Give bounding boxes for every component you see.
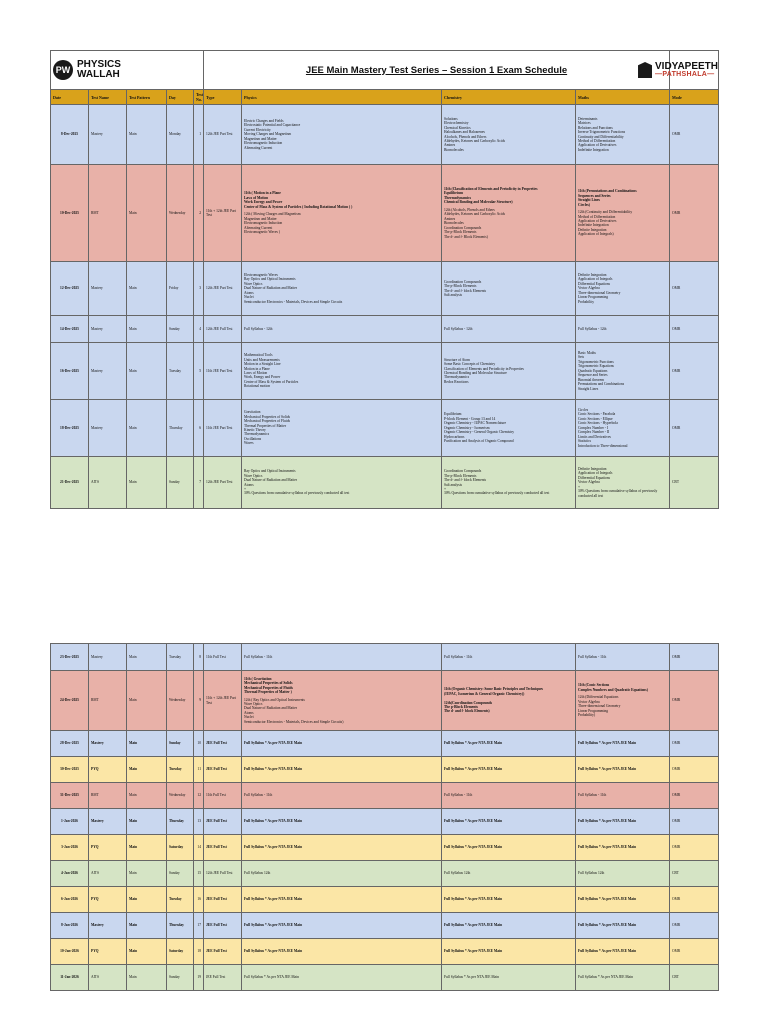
type-cell: JEE Full Test xyxy=(204,731,242,757)
schedule-table-1 xyxy=(50,50,719,509)
pattern-cell: Main xyxy=(127,644,167,671)
maths-cell: Full Syllabus * As per NTA JEE Main xyxy=(576,835,670,861)
day-cell: Tuesday xyxy=(167,644,194,671)
day-cell: Saturday xyxy=(167,939,194,965)
table-row xyxy=(51,165,719,262)
physics-cell: Full Syllabus * As per NTA JEE Main xyxy=(242,939,442,965)
maths-cell: Determinants Matrices Relations and Functions Inverse Trigonometric Functions Continuity and Differentiability Method of Differentiation Application of Derivatives Indefinite Integration xyxy=(576,105,670,165)
day-cell: Tuesday xyxy=(167,343,194,400)
test-name-cell: RMT xyxy=(89,165,127,262)
test-name-cell: AITS xyxy=(89,457,127,509)
pattern-cell: Main xyxy=(127,835,167,861)
table-row xyxy=(51,731,719,757)
table-row xyxy=(51,457,719,509)
date-cell: 16-Dec-2025 xyxy=(51,343,89,400)
mode-cell: OMR xyxy=(670,783,719,809)
test-name-cell: PYQ xyxy=(89,939,127,965)
test-name-cell: Mastery xyxy=(89,343,127,400)
header-row xyxy=(51,51,719,90)
day-cell: Tuesday xyxy=(167,887,194,913)
date-cell: 24-Dec-2025 xyxy=(51,671,89,731)
physics-cell-bold: 11th ( Motion in a Plane Laws of Motion Work Energy and Power Center of Mass & System of Particles ( Including Rotational Motion ) ) xyxy=(244,191,353,209)
date-cell: 10-Dec-2025 xyxy=(51,165,89,262)
date-cell: 14-Dec-2025 xyxy=(51,316,89,343)
chemistry-cell xyxy=(442,165,576,262)
test-name-cell: Mastery xyxy=(89,731,127,757)
day-cell: Sunday xyxy=(167,731,194,757)
mode-cell: OMR xyxy=(670,262,719,316)
day-cell: Tuesday xyxy=(167,757,194,783)
test-no-cell: 13 xyxy=(194,809,204,835)
type-cell: 11th Full Test xyxy=(204,783,242,809)
test-no-cell: 15 xyxy=(194,861,204,887)
date-cell: 11-Jan-2026 xyxy=(51,965,89,991)
table-row xyxy=(51,783,719,809)
type-cell: 12th JEE Full Test xyxy=(204,861,242,887)
column-header: Test Name xyxy=(89,90,127,105)
maths-cell-bold: 11th (Conic Sections Complex Numbers and Quadratic Equations) xyxy=(578,683,648,692)
test-name-cell: Mastery xyxy=(89,809,127,835)
chemistry-cell-text: 12th (Alcohols, Phenols and Ethers Aldehydes, Ketones and Carboxylic Acids Amines Biomolecules Coordination Compounds The p-Block Elements The d- and f- Block Elements) xyxy=(444,207,505,239)
pattern-cell: Main xyxy=(127,757,167,783)
physics-cell: Ray Optics and Optical Instruments Wave Optics Dual Nature of Radiation and Matter Atoms + 30% Questions from cumulative syllabus of previously conducted all test xyxy=(242,457,442,509)
mode-cell: OMR xyxy=(670,165,719,262)
chemistry-cell: Full Syllabus * As per NTA JEE Main xyxy=(442,939,576,965)
table-row xyxy=(51,400,719,457)
test-name-cell: Mastery xyxy=(89,316,127,343)
logo-line-1: PHYSICS xyxy=(77,59,121,70)
mode-cell: OMR xyxy=(670,809,719,835)
physics-cell: Full Syllabus * As per NTA JEE Main xyxy=(242,887,442,913)
test-name-cell: Mastery xyxy=(89,913,127,939)
page-title: JEE Main Mastery Test Series – Session 1 Exam Schedule xyxy=(204,51,670,90)
chemistry-cell: Full Syllabus * As per NTA JEE Main xyxy=(442,757,576,783)
mode-cell: CBT xyxy=(670,861,719,887)
maths-cell: Full Syllabus * As per NTA JEE Main xyxy=(576,939,670,965)
test-name-cell: PYQ xyxy=(89,757,127,783)
pattern-cell: Main xyxy=(127,809,167,835)
test-name-cell: Mastery xyxy=(89,400,127,457)
test-no-cell: 2 xyxy=(194,165,204,262)
physics-cell-bold: 11th ( Gravitation Mechanical Properties of Solids Mechanical Properties of Fluids Thermal Properties of Matter ) xyxy=(244,676,293,695)
type-cell: 11th Full Test xyxy=(204,644,242,671)
physics-cell xyxy=(242,165,442,262)
column-header: Date xyxy=(51,90,89,105)
table-row xyxy=(51,913,719,939)
mode-cell: OMR xyxy=(670,731,719,757)
test-name-cell: AITS xyxy=(89,965,127,991)
type-cell: JEE Full Test xyxy=(204,965,242,991)
maths-cell: Full Syllabus 12th xyxy=(576,861,670,887)
type-cell: 12th JEE Full Test xyxy=(204,316,242,343)
pattern-cell: Main xyxy=(127,343,167,400)
physics-cell: Mathematical Tools Units and Measurements Motion in a Straight Line Motion in a Plane Laws of Motion Work, Energy and Power Centre of Mass & System of Particles Rotational motion xyxy=(242,343,442,400)
column-header: Type xyxy=(204,90,242,105)
pattern-cell: Main xyxy=(127,783,167,809)
maths-cell: Full Syllabus * As per NTA JEE Main xyxy=(576,913,670,939)
mode-cell: OMR xyxy=(670,105,719,165)
test-name-cell: Mastery xyxy=(89,262,127,316)
pattern-cell: Main xyxy=(127,457,167,509)
physics-cell: Full Syllabus * As per NTA JEE Main xyxy=(242,757,442,783)
column-header: Mode xyxy=(670,90,719,105)
test-name-cell: PYQ xyxy=(89,835,127,861)
type-cell: 12th JEE Part Test xyxy=(204,262,242,316)
test-no-cell: 1 xyxy=(194,105,204,165)
physics-cell: Electromagnetic Waves Ray Optics and Optical Instruments Wave Optics Dual Nature of Radiation and Matter Atoms Nuclei Semiconductor Electronics - Materials, Devices and Simple Circuits xyxy=(242,262,442,316)
physics-cell: Full Syllabus * As per NTA JEE Main xyxy=(242,809,442,835)
day-cell: Thursday xyxy=(167,809,194,835)
column-header: Maths xyxy=(576,90,670,105)
test-name-cell: PYQ xyxy=(89,887,127,913)
logo-line-2: WALLAH xyxy=(77,69,120,80)
schedule-page-2 xyxy=(50,643,718,991)
date-cell: 12-Dec-2025 xyxy=(51,262,89,316)
pattern-cell: Main xyxy=(127,913,167,939)
test-no-cell: 17 xyxy=(194,913,204,939)
test-no-cell: 5 xyxy=(194,343,204,400)
mode-cell: OMR xyxy=(670,757,719,783)
test-name-cell: RMT xyxy=(89,671,127,731)
type-cell: JEE Full Test xyxy=(204,757,242,783)
date-cell: 8-Jan-2026 xyxy=(51,913,89,939)
mode-cell: OMR xyxy=(670,644,719,671)
table-row xyxy=(51,644,719,671)
mode-cell: OMR xyxy=(670,835,719,861)
physics-cell xyxy=(242,671,442,731)
schedule-page-1 xyxy=(50,50,718,509)
chemistry-cell: Structure of Atom Some Basic Concepts of Chemistry Classification of Elements and Periodicity in Properties Chemical Bonding and Molecular Structure Thermodynamics Redox Reactions xyxy=(442,343,576,400)
physics-cell-text: 12th ( Moving Charges and Magnetism Magnetism and Matter Electromagnetic Induction Alternating Current Electromagnetic Waves ) xyxy=(244,212,301,235)
test-no-cell: 11 xyxy=(194,757,204,783)
physics-cell: Full Syllabus * As per NTA JEE Main xyxy=(242,731,442,757)
table-row xyxy=(51,671,719,731)
chemistry-cell: Full Syllabus - 12th xyxy=(442,316,576,343)
maths-cell-text: 12th (Continuity and Differentiability Method of Differentiation Application of Derivatives Indefinite Integration Definite Integration Application of Integrals) xyxy=(578,210,633,237)
maths-cell: Definite Integration Application of Integrals Differential Equations Vector Algebra Three-dimensional Geometry Linear Programming Probability xyxy=(576,262,670,316)
test-no-cell: 4 xyxy=(194,316,204,343)
table-row xyxy=(51,887,719,913)
maths-cell-bold: 11th (Permutations and Combinations Sequences and Series Straight Lines Circles) xyxy=(578,189,637,207)
maths-cell: Circles Conic Sections - Parabola Conic Sections - Ellipse Conic Sections - Hyperbola Complex Number - I Complex Number - II Limits and Derivatives Statistics Introduction to Three-dimensional xyxy=(576,400,670,457)
chemistry-cell: Full Syllabus * As per NTA JEE Main xyxy=(442,887,576,913)
day-cell: Wednesday xyxy=(167,165,194,262)
table-row xyxy=(51,835,719,861)
pattern-cell: Main xyxy=(127,671,167,731)
type-cell: JEE Full Test xyxy=(204,939,242,965)
test-no-cell: 3 xyxy=(194,262,204,316)
vidyapeeth-logo xyxy=(638,62,718,78)
vidyapeeth-emblem-icon xyxy=(638,62,652,78)
test-no-cell: 9 xyxy=(194,671,204,731)
date-cell: 4-Jan-2026 xyxy=(51,861,89,887)
date-cell: 6-Jan-2026 xyxy=(51,887,89,913)
physics-cell: Full Syllabus - 12th xyxy=(242,316,442,343)
table-row xyxy=(51,965,719,991)
date-cell: 28-Dec-2025 xyxy=(51,731,89,757)
chemistry-cell: Full Syllabus * As per NTA JEE Main xyxy=(442,913,576,939)
test-name-cell: Mastery xyxy=(89,105,127,165)
day-cell: Sunday xyxy=(167,457,194,509)
maths-cell: Full Syllabus - 11th xyxy=(576,783,670,809)
column-header: Test Pattern xyxy=(127,90,167,105)
maths-cell: Full Syllabus * As per NTA JEE Main xyxy=(576,731,670,757)
date-cell: 1-Jan-2026 xyxy=(51,809,89,835)
test-no-cell: 8 xyxy=(194,644,204,671)
type-cell: 12th JEE Part Test xyxy=(204,105,242,165)
test-no-cell: 18 xyxy=(194,939,204,965)
maths-cell: Basic Maths Sets Trigonometric Functions Trigonometric Equations Quadratic Equations Sequence and Series Binomial theorem Permutations and Combinations Straight Lines xyxy=(576,343,670,400)
chemistry-cell: Full Syllabus * As per NTA JEE Main xyxy=(442,809,576,835)
mode-cell: OMR xyxy=(670,939,719,965)
chemistry-cell: Coordination Compounds The p-Block Elements The d- and f- block Elements Salt analysis + 30% Questions from cumulative syllabus of previously conducted all test xyxy=(442,457,576,509)
test-no-cell: 16 xyxy=(194,887,204,913)
day-cell: Wednesday xyxy=(167,671,194,731)
day-cell: Thursday xyxy=(167,400,194,457)
type-cell: 11th + 12th JEE Part Test xyxy=(204,165,242,262)
chemistry-cell: Full Syllabus * As per NTA JEE Main xyxy=(442,965,576,991)
maths-cell: Full Syllabus - 12th xyxy=(576,316,670,343)
pattern-cell: Main xyxy=(127,316,167,343)
type-cell: JEE Full Test xyxy=(204,835,242,861)
day-cell: Monday xyxy=(167,105,194,165)
date-cell: 31-Dec-2025 xyxy=(51,783,89,809)
pw-logo-icon: PW xyxy=(53,60,73,80)
maths-cell xyxy=(576,671,670,731)
vp-logo-line-2: —PATHSHALA— xyxy=(655,71,715,78)
day-cell: Wednesday xyxy=(167,783,194,809)
chemistry-cell: Full Syllabus * As per NTA JEE Main xyxy=(442,835,576,861)
mode-cell: OMR xyxy=(670,913,719,939)
chemistry-cell-bold: 11th (Classification of Elements and Periodicity in Properties Equilibrium Thermodynamics Chemical Bonding and Molecular Structure) xyxy=(444,186,538,205)
maths-cell xyxy=(576,165,670,262)
chemistry-cell xyxy=(442,671,576,731)
column-header: Physics xyxy=(242,90,442,105)
pattern-cell: Main xyxy=(127,939,167,965)
chemistry-cell: Solutions Electrochemistry Chemical Kinetics Haloalkanes and Haloarenes Alcohols, Phenols and Ethers Aldehydes, Ketones and Carboxylic Acids Amines Biomolecules xyxy=(442,105,576,165)
date-cell: 3-Jan-2026 xyxy=(51,835,89,861)
type-cell: JEE Full Test xyxy=(204,913,242,939)
day-cell: Sunday xyxy=(167,861,194,887)
day-cell: Sunday xyxy=(167,965,194,991)
test-name-cell: AITS xyxy=(89,861,127,887)
chemistry-cell: Full Syllabus - 11th xyxy=(442,783,576,809)
date-cell: 10-Jan-2026 xyxy=(51,939,89,965)
mode-cell: OMR xyxy=(670,316,719,343)
table-row xyxy=(51,105,719,165)
maths-cell: Full Syllabus * As per NTA JEE Main xyxy=(576,965,670,991)
mode-cell: CBT xyxy=(670,457,719,509)
chemistry-cell-bold: 11th (Organic Chemistry: Some Basic Principles and Techniques (IUPAC, Isomerism & General Organic Chemistry)) 12th(Coordination Compounds The p-Block Elements The d- and f- block Elements) xyxy=(444,687,543,714)
test-no-cell: 7 xyxy=(194,457,204,509)
mode-cell: OMR xyxy=(670,887,719,913)
table-row xyxy=(51,262,719,316)
chemistry-cell: Full Syllabus - 11th xyxy=(442,644,576,671)
mode-cell: OMR xyxy=(670,671,719,731)
day-cell: Thursday xyxy=(167,913,194,939)
chemistry-cell: Equilibrium P-block Element - Group 13 and 14 Organic Chemistry - IUPAC Nomenclature Organic Chemistry - Isomerism Organic Chemistry - General Organic Chemistry Hydrocarbons Purification and Analysis of Organic Compound xyxy=(442,400,576,457)
type-cell: 11th JEE Part Test xyxy=(204,343,242,400)
test-no-cell: 12 xyxy=(194,783,204,809)
physics-wallah-logo xyxy=(53,60,201,80)
mode-cell: OMR xyxy=(670,343,719,400)
physics-cell: Electric Charges and Fields Electrostatic Potential and Capacitance Current Electricity Moving Charges and Magnetism Magnetism and Matter Electromagnetic Induction Alternating Current xyxy=(242,105,442,165)
maths-cell-text: 12th (Differential Equations Vector Algebra Three-dimensional Geometry Linear Programming Probability) xyxy=(578,695,621,718)
column-header: Test No. xyxy=(194,90,204,105)
column-header: Chemistry xyxy=(442,90,576,105)
physics-cell: Full Syllabus * As per NTA JEE Main xyxy=(242,965,442,991)
pattern-cell: Main xyxy=(127,262,167,316)
schedule-table-2 xyxy=(50,643,719,991)
table-row xyxy=(51,343,719,400)
type-cell: 11th JEE Part Test xyxy=(204,400,242,457)
physics-cell: Full Syllabus * As per NTA JEE Main xyxy=(242,913,442,939)
date-cell: 18-Dec-2025 xyxy=(51,400,89,457)
type-cell: JEE Full Test xyxy=(204,887,242,913)
day-cell: Friday xyxy=(167,262,194,316)
pattern-cell: Main xyxy=(127,400,167,457)
pattern-cell: Main xyxy=(127,105,167,165)
pw-logo-cell xyxy=(51,51,204,90)
physics-cell: Full Syllabus - 11th xyxy=(242,644,442,671)
type-cell: 11th + 12th JEE Part Test xyxy=(204,671,242,731)
maths-cell: Full Syllabus * As per NTA JEE Main xyxy=(576,809,670,835)
date-cell: 23-Dec-2025 xyxy=(51,644,89,671)
physics-cell: Full Syllabus * As per NTA JEE Main xyxy=(242,835,442,861)
physics-cell: Gravitation Mechanical Properties of Solids Mechanical Properties of Fluids Thermal Properties of Matter Kinetic Theory Thermodynamics Oscillations Waves xyxy=(242,400,442,457)
chemistry-cell: Full Syllabus 12th xyxy=(442,861,576,887)
test-no-cell: 19 xyxy=(194,965,204,991)
physics-cell: Full Syllabus 12th xyxy=(242,861,442,887)
pattern-cell: Main xyxy=(127,165,167,262)
physics-cell: Full Syllabus - 11th xyxy=(242,783,442,809)
test-name-cell: Mastery xyxy=(89,644,127,671)
table-row xyxy=(51,939,719,965)
mode-cell: CBT xyxy=(670,965,719,991)
date-cell: 21-Dec-2025 xyxy=(51,457,89,509)
table-row xyxy=(51,809,719,835)
maths-cell: Definite Integration Application of Integrals Differential Equations Vector Algebra + 30% Questions from cumulative syllabus of previously conducted all test xyxy=(576,457,670,509)
test-name-cell: RMT xyxy=(89,783,127,809)
date-cell: 30-Dec-2025 xyxy=(51,757,89,783)
column-header: Day xyxy=(167,90,194,105)
table-row xyxy=(51,861,719,887)
pattern-cell: Main xyxy=(127,965,167,991)
vp-logo-line-1: VIDYAPEETH xyxy=(655,61,718,72)
date-cell: 8-Dec-2025 xyxy=(51,105,89,165)
pattern-cell: Main xyxy=(127,887,167,913)
pattern-cell: Main xyxy=(127,861,167,887)
maths-cell: Full Syllabus * As per NTA JEE Main xyxy=(576,757,670,783)
test-no-cell: 14 xyxy=(194,835,204,861)
chemistry-cell: Full Syllabus * As per NTA JEE Main xyxy=(442,731,576,757)
table-row xyxy=(51,316,719,343)
maths-cell: Full Syllabus - 11th xyxy=(576,644,670,671)
type-cell: 12th JEE Part Test xyxy=(204,457,242,509)
type-cell: JEE Full Test xyxy=(204,809,242,835)
test-no-cell: 10 xyxy=(194,731,204,757)
pattern-cell: Main xyxy=(127,731,167,757)
day-cell: Saturday xyxy=(167,835,194,861)
test-no-cell: 6 xyxy=(194,400,204,457)
mode-cell: OMR xyxy=(670,400,719,457)
column-header-row xyxy=(51,90,719,105)
day-cell: Sunday xyxy=(167,316,194,343)
maths-cell: Full Syllabus * As per NTA JEE Main xyxy=(576,887,670,913)
chemistry-cell: Coordination Compounds The p-Block Elements The d- and f- block Elements Salt analysis xyxy=(442,262,576,316)
physics-cell-text: 12th ( Ray Optics and Optical Instruments Wave Optics Dual Nature of Radiation and Matter Atoms Nuclei Semiconductor Electronics - Materials, Devices and Simple Circuits) xyxy=(244,697,344,724)
table-row xyxy=(51,757,719,783)
